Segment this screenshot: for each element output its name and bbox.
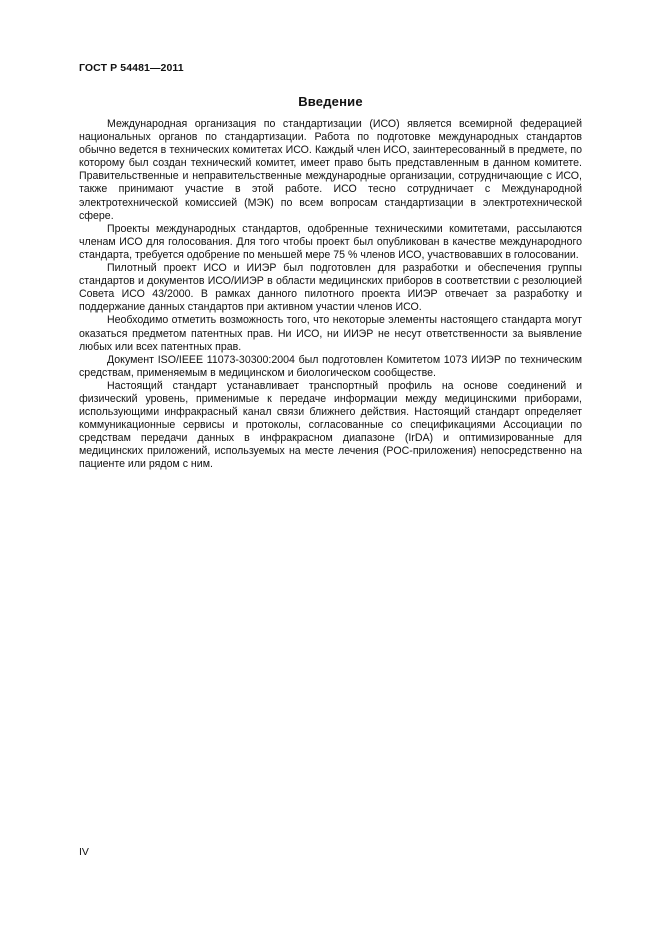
document-header-id: ГОСТ Р 54481—2011 (79, 62, 184, 74)
section-title: Введение (298, 94, 363, 109)
page-number: IV (79, 846, 89, 858)
paragraph-scope: Настоящий стандарт устанавливает транспортный профиль на основе соединений и физический уровень, применимые к передаче информации между медицинскими приборами, использующими инфракрасный канал связи ближнего действия. Настоящий стандарт определяет коммуникационные сервисы и протоколы, согласованные со спецификациями Ассоциации по средствам передачи данных в инфракрасном диапазоне (IrDA) и оптимизированные для медицинских приложений, используемых на месте лечения (POC-приложения) непосредственно на пациенте или рядом с ним. (79, 379, 582, 471)
paragraph-iso-organization: Международная организация по стандартизации (ИСО) является всемирной федерацией национальных органов по стандартизации. Работа по подготовке международных стандартов обычно ведется в технических комитетах ИСО. Каждый член ИСО, заинтересованный в предмете, по которому был создан технический комитет, имеет право быть представленным в данном комитете. Правительственные и неправительственные международные организации, сотрудничающие с ИСО, также принимают участие в этой работе. ИСО тесно сотрудничает с Международной электротехнической комиссией (МЭК) по всем вопросам стандартизации в электротехнической сфере. (79, 118, 582, 222)
paragraph-source-document: Документ ISO/IEEE 11073-30300:2004 был подготовлен Комитетом 1073 ИИЭР по техническим средствам, применяемым в медицинском и биологическом сообществе. (79, 353, 582, 379)
paragraph-draft-voting: Проекты международных стандартов, одобренные техническими комитетами, рассылаются членам ИСО для голосования. Для того чтобы проект был опубликован в качестве международного стандарта, требуется одобрение по меньшей мере 75 % членов ИСО, участвовавших в голосовании. (79, 222, 582, 261)
introduction-body (79, 118, 582, 472)
paragraph-pilot-project: Пилотный проект ИСО и ИИЭР был подготовлен для разработки и обеспечения группы стандартов и документов ИСО/ИИЭР в области медицинских приборов в соответствии с резолюцией Совета ИСО 43/2000. В рамках данного пилотного проекта ИИЭР отвечает за разработку и поддержание данных стандартов при активном участии членов ИСО. (79, 262, 582, 314)
paragraph-patent-rights: Необходимо отметить возможность того, что некоторые элементы настоящего стандарта могут оказаться предметом патентных прав. Ни ИСО, ни ИИЭР не несут ответственности за выявление любых или всех патентных прав. (79, 314, 582, 353)
